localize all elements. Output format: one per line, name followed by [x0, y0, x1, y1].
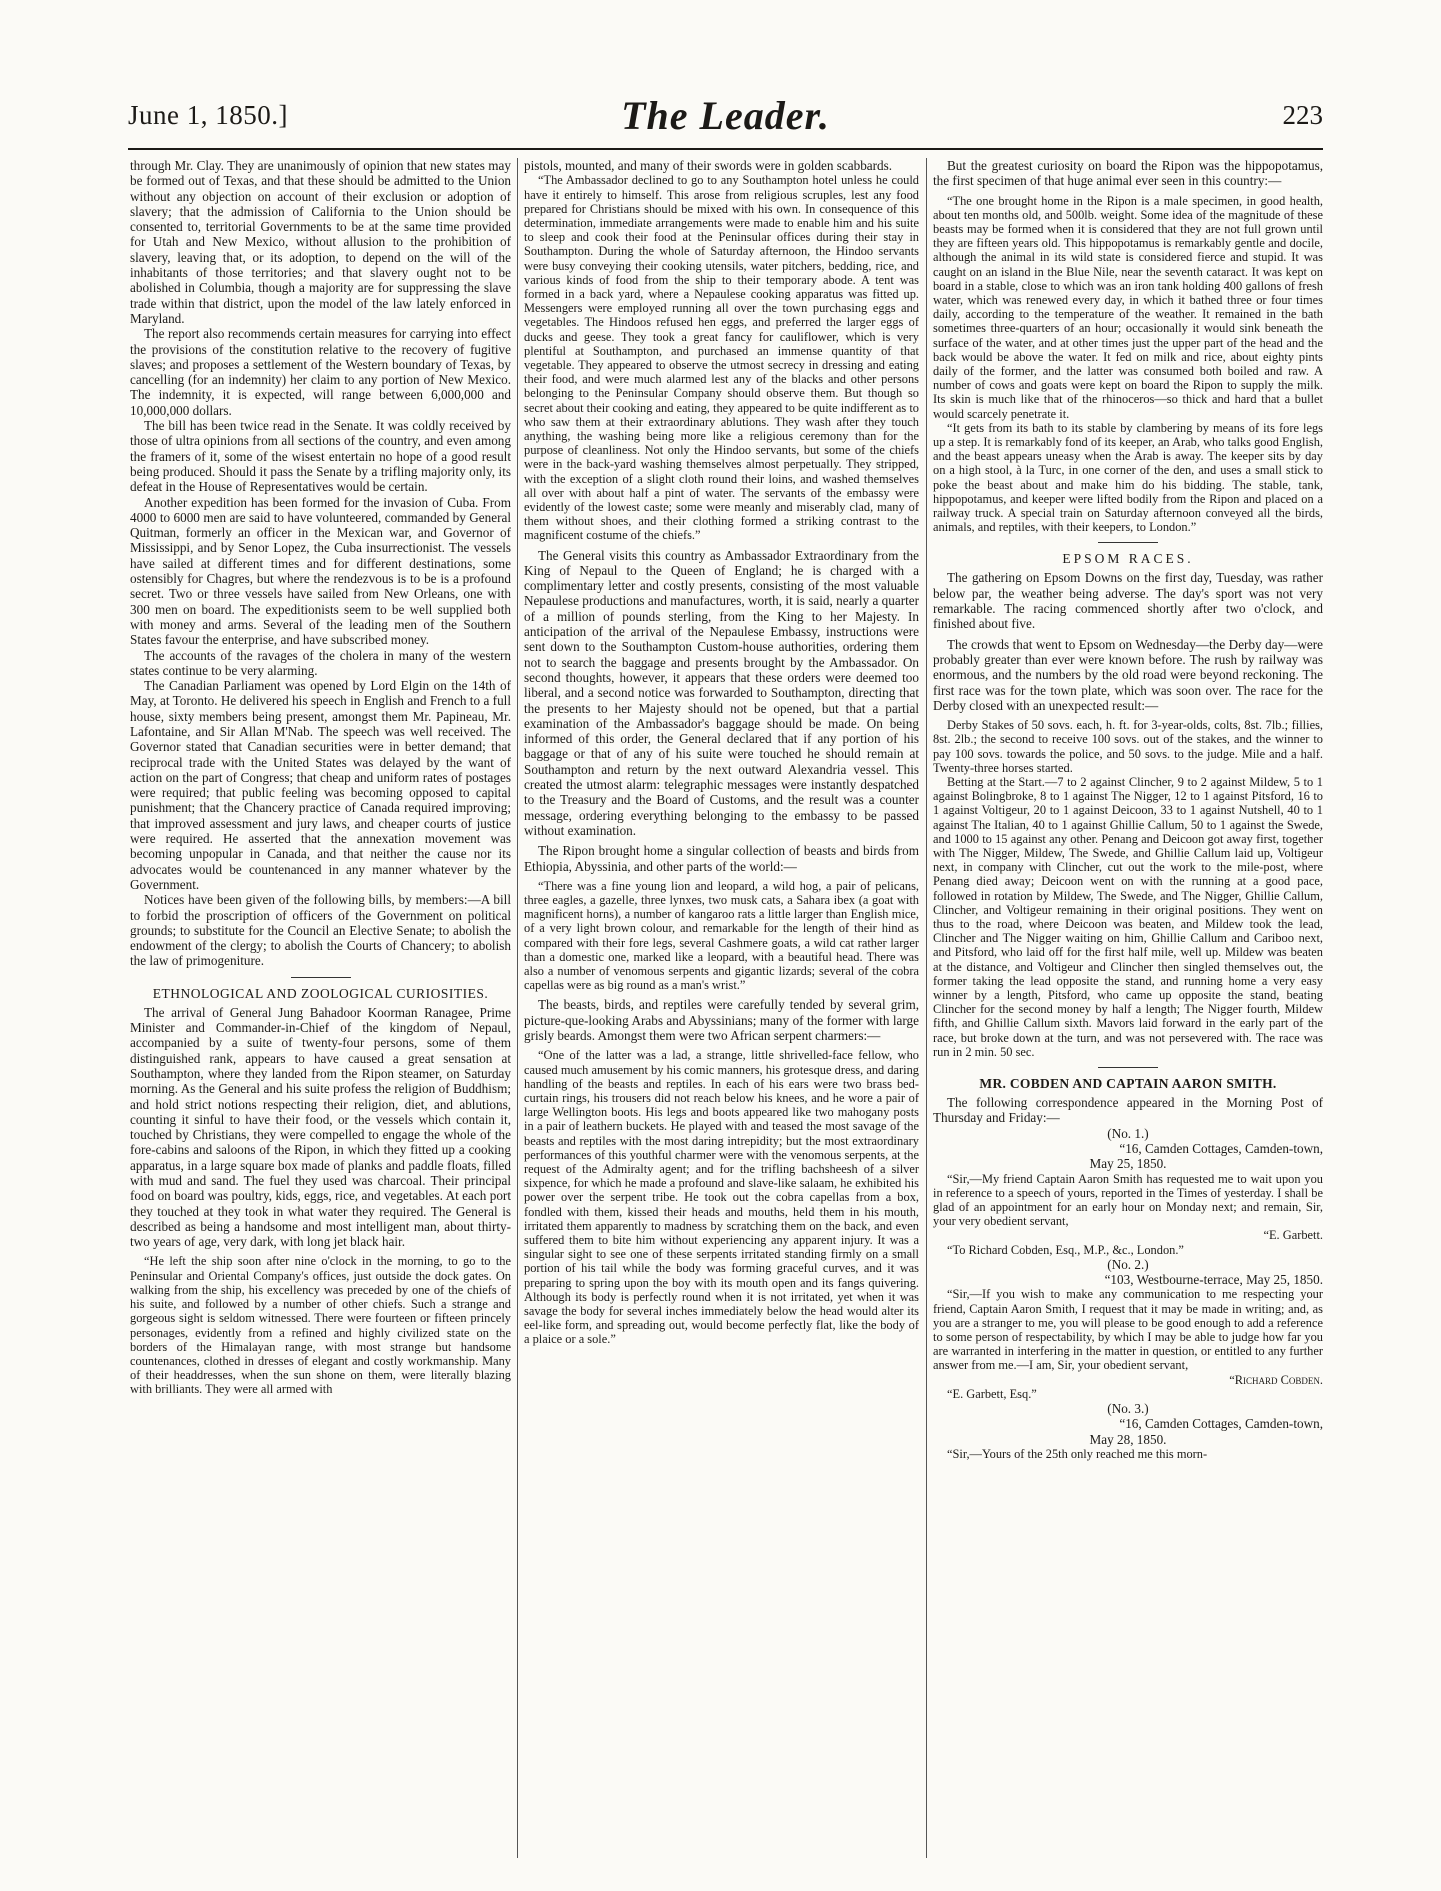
betting-report: Betting at the Start.—7 to 2 against Clincher, 9 to 2 against Mildew, 5 to 1 against Bolingbroke, 8 to 1 against The Nigger, 12 to 1 against Pitsford, 16 to 1 against Voltigeur, 20 to 1 against Deicoon, 33 to 1 against Nutshell, 40 to 1 against The Italian, 40 to 1 against Ghillie Callum, 50 to 1 against the Swede, and 1000 to 15 against any other. Penang and Deicoon got away first, together with The Nigger, Mildew, The Swede, and Ghillie Callum laid up, Voltigeur next, in company with Clincher, cut out the work to the mile-post, where Penang died away; Deicoon went on with the running at a good pace, followed in rotation by Mildew, The Swede, and The Nigger, Ghillie Callum, Clincher, and Voltigeur remaining in their original positions. They went on thus to the road, where Deicoon was beaten, and Mildew took the lead, Clincher and The Nigger waiting on him, Ghillie Callum and Cariboo next, and Pitsford, who laid off for the first half mile, well up. Mildew was beaten at the distance, and Voltigeur and Clincher then singled themselves out, the former taking the lead opposite the stand, and running home a very easy winner by a length, Pitsford, who came up opposite the stand, beating Clincher for the second money by half a length; The Nigger fourth, Mildew fifth, and Ghillie Callum sixth. Mavors laid forward in the early part of the race, but broke down at the turn, and was not persevered with. The race was run in 2 min. 50 sec. [933, 774, 1323, 1059]
letter-address: “103, Westbourne-terrace, May 25, 1850. [1104, 1272, 1323, 1288]
quoted-paragraph: “It gets from its bath to its stable by clambering by means of its fore legs up a step. It is remarkably fond of its keeper, an Arab, who talks good English, and the beast appears uneasy when the Arab is away. The keeper sits by day on a high stool, à la Turc, in one corner of the den, and uses a small stick to poke the beast about and make him do his bidding. The stable, tank, hippopotamus, and keeper were lifted bodily from the Ripon and placed on a railway truck. A special train on Saturday afternoon conveyed all the birds, animals, and reptiles, with their keepers, to London.” [933, 420, 1323, 535]
quoted-paragraph: “One of the latter was a lad, a strange, little shrivelled-face fellow, who caused much amusement by his comic manners, his grotesque dress, and daring handling of the beasts and reptiles. In each of his ears were two brass bed-curtain rings, his trousers did not reach below his knees, and he wore a pair of large Wellington boots. His legs and boots appeared like two mahogany posts in a pair of leathern buckets. He played with and teased the most savage of the beasts and reptiles with the most daring intrepidity; but the most extraordinary performances of this youthful charmer were with the venomous serpents, at the request of the Admiralty agent; and for the trifling bachsheesh of a silver sixpence, for which he made a profound and slave-like salaam, he exhibited his power over the serpent tribe. He took out the cobra capellas from a box, fondled with them, kissed their heads and mouths, held them in his mouth, irritated them apparently to madness by scratching them on the back, and even suffered them to bite him without experiencing any apparent injury. It was a singular sight to see one of these serpents irritated standing firmly on a small portion of his tail while the body was forming graceful curves, and it was preparing to spring upon the boy with its mouth open and its fangs quivering. Although its body is perfectly round when it is not irritated, yet when it was savage the body for several inches immediately below the head would alter its eel-like form, and spreading out, would become perfectly flat, like the body of a plaice or a sole.” [524, 1048, 919, 1347]
section-rule [291, 977, 351, 978]
paragraph: The arrival of General Jung Bahadoor Koorman Ranagee, Prime Minister and Commander-in-Chief of the kingdom of Nepaul, accompanied by a suite of twenty-four persons, some of them distinguished rank, appears to have caused a great sensation at Southampton, where they landed from the Ripon steamer, on Saturday morning. As the General and his suite profess the religion of Buddhism; and hold strict notions respecting their religion, diet, and ablutions, counting it sinful to have their food, or the vessels which contain it, touched by Christians, they were compelled to engage the whole of the fore-cabins and saloons of the Ripon, in which they fitted up a cooking apparatus, in a large square box made of planks and paddle floats, filled with mud and sand. The fuel they used was charcoal. Their principal food on board was poultry, kids, eggs, rice, and vegetables. At each port they touched at they took in what water they required. The General is described as being a handsome and most intelligent man, about thirty-two years of age, very dark, with long jet black hair. [130, 1004, 511, 1250]
letter-number: (No. 1.) [1107, 1125, 1149, 1141]
letter-body: “Sir,—Yours of the 25th only reached me this morn- [947, 1446, 1208, 1461]
letter-signature: “Richard Cobden. [1229, 1372, 1323, 1387]
section-rule [1098, 1067, 1158, 1068]
paragraph: The General visits this country as Ambassador Extraordinary from the King of Nepaul to the Queen of England; he is charged with a complimentary letter and costly presents, consisting of the most valuable Nepaulese productions and manufactures, worth, it is said, nearly a quarter of a million of pounds sterling, from the King to her Majesty. In anticipation of the arrival of the Nepaulese Embassy, instructions were sent down to the Southampton Custom-house authorities, ordering them not to search the baggage and presents brought by the Ambassador. On second thoughts, however, it appears that these orders were deemed too liberal, and a second notice was forwarded to Southampton, directing that the presents to her Majesty should not be opened, but that a partial examination of the Ambassador's baggage should be made. On being informed of this order, the General declared that if any portion of his baggage or that of any of his suite were touched he should remain at Southampton and return by the next outward Alexandria vessel. This created the utmost alarm: telegraphic messages were instantly despatched to the Treasury and the Board of Customs, and the result was a counter message, ordering everything belonging to the embassy to be passed without examination. [524, 547, 919, 838]
quoted-paragraph: “The one brought home in the Ripon is a male specimen, in good health, about ten months old, and 500lb. weight. Some idea of the magnitude of these beasts may be formed when it is considered that they are not full grown until they are fifteen years old. This hippopotamus is remarkably gentle and docile, although the animal in its wild state is considered fierce and stupid. It was caught on an island in the Blue Nile, near the seventh cataract. It was kept on board in a stable, close to which was an iron tank holding 400 gallons of fresh water, which was renewed every day, in which it bathed three or four times daily, according to the temperature of the weather. It remained in the bath sometimes three-quarters of an hour; occasionally it would sink beneath the surface of the water, and at other times just the upper part of the head and the back would be above the water. It fed on milk and rice, about eighty pints daily of the former, and the latter was consumed both boiled and raw. A number of cows and goats were kept on board the Ripon to supply the milk. Its skin is much like that of the rhinoceros—so thick and hard that a bullet would scarcely penetrate it. [933, 193, 1323, 421]
letter-number: (No. 2.) [1107, 1256, 1149, 1272]
letter-date: May 25, 1850. [1089, 1156, 1167, 1172]
quoted-paragraph: “The Ambassador declined to go to any Southampton hotel unless he could have it entirely to himself. This arose from religious scruples, lest any food prepared for Christians should be mixed with his own. In consequence of this determination, immediate arrangements were made to enable him and his suite to sleep and cook their food at the Peninsular offices during their stay in Southampton. During the whole of Saturday afternoon, the Hindoo servants were busy conveying their cooking utensils, water pitchers, bedding, rice, and various kinds of food from the ship to their temporary abode. A tent was formed in a back yard, where a Nepaulese cooking apparatus was fitted up. Messengers were employed running all over the town purchasing eggs and vegetables. The Hindoos refused hen eggs, and preferred the larger eggs of ducks and geese. They took a great fancy for cauliflower, which is very plentiful at Southampton, and purchased an immense quantity of that vegetable. They appeared to observe the utmost secrecy in dressing and eating their food, and were much alarmed lest any of the blacks and other persons belonging to the Peninsular Company should observe them. But though so secret about their cooking and eating, they appeared to be quite indifferent as to who saw them at their extraordinary ablutions. They wash after they touch anything, the washing being more like a religious ceremony than for the purpose of cleanliness. Not only the Hindoo servants, but some of the chiefs were in the back-yard washing themselves almost perpetually. They stripped, with the exception of a slight cloth round their loins, and washed themselves all over with about half a pint of water. The servants of the embassy were evidently of the lowest caste; some were meanly and miserably clad, many of them without shoes, and their clothing formed a striking contrast to the magnificent costume of the chiefs.” [524, 173, 919, 543]
letter-number: (No. 3.) [1107, 1400, 1149, 1416]
letter-recipient: “E. Garbett, Esq.” [947, 1386, 1037, 1401]
issue-date: June 1, 1850.] [128, 100, 288, 130]
paragraph: The following correspondence appeared in the Morning Post of Thursday and Friday:— [933, 1095, 1323, 1126]
section-heading-cobden: MR. COBDEN AND CAPTAIN AARON SMITH. [979, 1076, 1277, 1092]
paragraph: The beasts, birds, and reptiles were carefully tended by several grim, picture-que-looking Arabs and Abyssinians; many of the former with large grisly beards. Amongst them were two African serpent charmers:— [524, 997, 919, 1044]
letter-body: “Sir,—My friend Captain Aaron Smith has requested me to wait upon you in reference to a speech of yours, reported in the Times of yesterday. I shall be glad of an appointment for an early hour on Monday next; and remain, Sir, your very obedient servant, [933, 1171, 1323, 1229]
section-heading-ethnological: ETHNOLOGICAL AND ZOOLOGICAL CURIOSITIES. [152, 985, 489, 1001]
quoted-paragraph: “There was a fine young lion and leopard, a wild hog, a pair of pelicans, three eagles, a gazelle, three lynxes, two musk cats, a Sahara ibex (a goat with magnificent horns), a number of kangaroo rats a little larger than English mice, of a very light brown colour, and remarkable for the length of their hind as compared with their fore legs, several Cashmere goats, a wild cat rather larger than a domestic one, marked like a leopard, with a beautiful head. There was also a number of venomous serpents and gigantic lizards; several of the cobra capellas were as big round as a man's wrist.” [524, 878, 919, 993]
newspaper-title: The Leader. [621, 93, 830, 138]
race-details: Derby Stakes of 50 sovs. each, h. ft. for 3-year-olds, colts, 8st. 7lb.; fillies, 8st. 2lb.; the second to receive 100 sovs. out of the stakes, and the winner to pay 100 sovs. towards the police, and 50 sovs. to the judge. Mile and a half. Twenty-three horses started. [933, 718, 1323, 775]
paragraph: Notices have been given of the following bills, by members:—A bill to forbid the proscription of officers of the Government on political grounds; to substitute for the Council an Elective Senate; to abolish the endowment of the clergy; to abolish the Courts of Chancery; to abolish the law of primogeniture. [130, 892, 511, 969]
letter-body: “Sir,—If you wish to make any communication to me respecting your friend, Captain Aaron Smith, I request that it may be made in writing; and, as you are a stranger to me, you will please to be good enough to add a reference to some person of respectability, by which I may be able to judge how far you are warranted in interfering in the matter in question, or entitled to any further answer from me.—I am, Sir, your obedient servant, [933, 1287, 1323, 1373]
paragraph: The report also recommends certain measures for carrying into effect the provisions of the constitution relative to the recovery of fugitive slaves; and proposes a settlement of the Western boundary of Texas, by cancelling (for an indemnity) her claim to any portion of New Mexico. The indemnity, it is expected, will range between 6,000,000 and 10,000,000 dollars. [130, 326, 511, 418]
paragraph: The accounts of the ravages of the cholera in many of the western states continue to be very alarming. [130, 647, 511, 678]
letter-signature: “E. Garbett. [1263, 1228, 1323, 1243]
paragraph: The Canadian Parliament was opened by Lord Elgin on the 14th of May, at Toronto. He delivered his speech in English and French to a full house, sixty members being present, amongst them Mr. Papineau, Mr. Lafontaine, and Sir Allan M'Nab. The speech was well received. The Governor stated that Canadian securities were in better demand; that reciprocal trade with the United States was delayed by the want of action on the part of Congress; that cheap and uniform rates of postages were required; that public feeling was becoming opposed to capital punishment; that the Chancery practice of Canada required improving; that improved assessment and jury laws, and cheaper courts of justice were required. He asserted that the annexation movement was becoming unpopular in Canada, and that neither the cause nor its advocates would be countenanced in any manner whatever by the Government. [130, 678, 511, 892]
letter-address: “16, Camden Cottages, Camden-town, [1119, 1140, 1323, 1156]
paragraph: Another expedition has been formed for the invasion of Cuba. From 4000 to 6000 men are said to have volunteered, commanded by General Quitman, formerly an officer in the Mexican war, and Governor of Mississippi, and by Senor Lopez, the Cuba insurrectionist. The vessels have sailed at different times and for different destinations, some ostensibly for Chagres, but where the rendezvous is to be is a profound secret. Two or three vessels have sailed from New Orleans, one with 300 men on board. The expeditionists seem to be well supplied both with money and arms. Several of the leading men of the Southern States favour the enterprise, and have subscribed money. [130, 494, 511, 648]
section-heading-epsom: EPSOM RACES. [1062, 551, 1194, 567]
letter-address: “16, Camden Cottages, Camden-town, [1119, 1416, 1323, 1432]
masthead [128, 93, 1323, 142]
column-divider [926, 158, 927, 1858]
paragraph: The crowds that went to Epsom on Wednesday—the Derby day—were probably greater than ever were known before. The rush by railway was enormous, and the numbers by the old road were beyond reckoning. The first race was for the town plate, which was soon over. The race for the Derby closed with an unexpected result:— [933, 636, 1323, 713]
paragraph: pistols, mounted, and many of their swords were in golden scabbards. [524, 158, 893, 173]
paragraph: The Ripon brought home a singular collection of beasts and birds from Ethiopia, Abyssinia, and other parts of the world:— [524, 843, 919, 874]
column-right [933, 158, 1323, 1868]
letter-date: May 28, 1850. [1089, 1431, 1167, 1447]
section-rule [1098, 542, 1158, 543]
paragraph: The gathering on Epsom Downs on the first day, Tuesday, was rather below par, the weather being adverse. The day's sport was not very remarkable. The racing commenced shortly after two o'clock, and finished about five. [933, 570, 1323, 632]
paragraph: through Mr. Clay. They are unanimously of opinion that new states may be formed out of Texas, and that these should be admitted to the Union without any objection on account of their exclusion or adoption of slavery; that the admission of California to the Union should be consented to, territorial Governments to be at the same time provided for Utah and New Mexico, without allusion to the prohibition of slavery, leaving that, or its adoption, to depend on the will of the inhabitants of those territories; and that slavery ought not to be abolished in Columbia, though a majority are for suppressing the slave trade within that district, upon the model of the law lately enforced in Maryland. [130, 158, 511, 326]
column-middle [524, 158, 919, 1868]
column-divider [517, 158, 518, 1858]
column-left [130, 158, 511, 1868]
page-number: 223 [1282, 100, 1323, 130]
paragraph: The bill has been twice read in the Senate. It was coldly received by those of ultra opinions from all sections of the country, and even among the framers of it, some of the wisest entertain no hope of a good result being produced. Should it pass the Senate by a trifling majority only, its defeat in the House of Representatives would be certain. [130, 418, 511, 495]
masthead-rule [128, 148, 1323, 150]
letter-recipient: “To Richard Cobden, Esq., M.P., &c., London.” [947, 1242, 1184, 1257]
paragraph: But the greatest curiosity on board the Ripon was the hippopotamus, the first specimen of that huge animal ever seen in this country:— [933, 158, 1323, 189]
quoted-paragraph: “He left the ship soon after nine o'clock in the morning, to go to the Peninsular and Oriental Company's offices, just outside the dock gates. On walking from the ship, his excellency was preceded by one of the chiefs of his suite, and followed by a number of other chiefs. Such a strange and gorgeous sight is seldom witnessed. There were fourteen or fifteen princely personages, evidently from a refined and highly civilized state on the borders of the Himalayan range, with most strange but handsome countenances, clothed in dresses of elegant and costly workmanship. Many of their headdresses, when the sun shone on them, were literally blazing with brilliants. They were all armed with [130, 1254, 511, 1397]
